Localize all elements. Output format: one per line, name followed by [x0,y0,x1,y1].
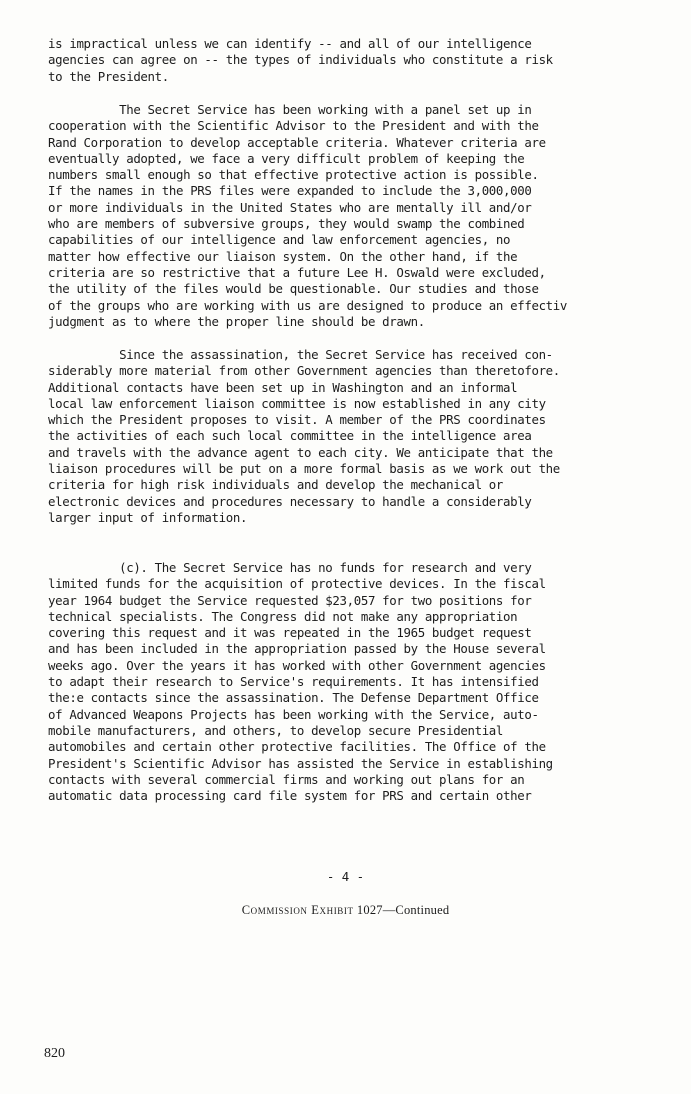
text-line: the activities of each such local committee in the intelligence area [48,428,532,444]
text-line: The Secret Service has been working with a panel set up in [48,102,532,117]
text-line: mobile manufacturers, and others, to develop secure Presidential [48,722,504,738]
text-line: numbers small enough so that effective protective action is possible. [48,167,539,183]
text-line: automobiles and certain other protective facilities. The Office of the [48,739,546,755]
text-line: to the President. [48,68,169,84]
caption-exhibit-label: Commission Exhibit [241,903,354,917]
text-line: capabilities of our intelligence and law enforcement agencies, no [48,232,511,248]
text-line: agencies can agree on -- the types of individuals who constitute a risk [48,52,553,68]
exhibit-caption [0,903,691,918]
text-line: judgment as to where the proper line should be drawn. [48,313,425,329]
text-line: criteria for high risk individuals and develop the mechanical or [48,477,504,493]
text-line: and has been included in the appropriation passed by the House several [48,641,546,657]
text-line: liaison procedures will be put on a more formal basis as we work out the [48,461,560,477]
text-line: President's Scientific Advisor has assisted the Service in establishing [48,755,553,771]
text-line: automatic data processing card file system for PRS and certain other [48,788,532,804]
text-line: larger input of information. [48,509,248,525]
paragraph-1 [48,36,684,85]
text-line: Since the assassination, the Secret Service has received con- [48,347,553,362]
text-line: the:e contacts since the assassination. The Defense Department Office [48,690,539,706]
text-line: to adapt their research to Service's requirements. It has intensified [48,674,539,690]
text-line: of Advanced Weapons Projects has been working with the Service, auto- [48,706,539,722]
text-line: siderably more material from other Government agencies than theretofore. [48,363,560,379]
text-line: covering this request and it was repeated in the 1965 budget request [48,625,532,641]
text-line: or more individuals in the United States who are mentally ill and/or [48,199,532,215]
text-line: cooperation with the Scientific Advisor to the President and with the [48,118,539,134]
text-line: Rand Corporation to develop acceptable criteria. Whatever criteria are [48,134,546,150]
text-line: electronic devices and procedures necessary to handle a considerably [48,493,532,509]
text-line: is impractical unless we can identify -- and all of our intelligence [48,36,532,51]
text-line: and travels with the advance agent to each city. We anticipate that the [48,444,553,460]
caption-exhibit-number: 1027—Continued [353,903,450,917]
text-line: who are members of subversive groups, they would swamp the combined [48,216,525,232]
paragraph-3 [48,347,684,526]
text-line: technical specialists. The Congress did not make any appropriation [48,608,518,624]
text-line: eventually adopted, we face a very difficult problem of keeping the [48,150,525,166]
text-line: criteria are so restrictive that a future Lee H. Oswald were excluded, [48,264,546,280]
paragraph-2 [48,102,684,330]
paragraph-4 [48,560,684,804]
text-line: which the President proposes to visit. A member of the PRS coordinates [48,412,546,428]
text-line: weeks ago. Over the years it has worked with other Government agencies [48,657,546,673]
folio-number: 820 [44,1046,65,1061]
text-line: matter how effective our liaison system. On the other hand, if the [48,248,518,264]
text-line: local law enforcement liaison committee is now established in any city [48,395,546,411]
text-line: Additional contacts have been set up in Washington and an informal [48,379,518,395]
text-line: (c). The Secret Service has no funds for research and very [48,560,532,575]
text-line: contacts with several commercial firms and working out plans for an [48,771,525,787]
text-line: year 1964 budget the Service requested $23,057 for two positions for [48,592,532,608]
page-number: - 4 - [326,869,365,884]
text-line: If the names in the PRS files were expanded to include the 3,000,000 [48,183,532,199]
text-line: the utility of the files would be questionable. Our studies and those [48,281,539,297]
text-line: limited funds for the acquisition of protective devices. In the fiscal [48,576,546,592]
text-line: of the groups who are working with us are designed to produce an effectiv [48,297,568,313]
